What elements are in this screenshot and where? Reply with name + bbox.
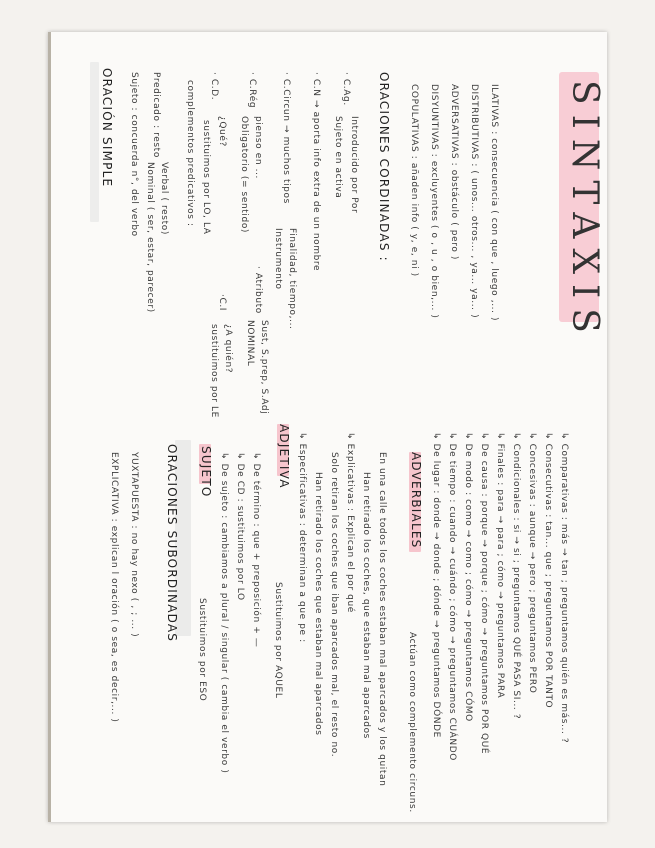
ccircun-label: · C.Circun → muchos tipos <box>281 72 291 204</box>
adjetiva-example: Han retirado los coches, que estaban mal aparcados <box>361 472 371 739</box>
sujeto-item: ↳ De CD : sustituimos por LO <box>235 452 245 601</box>
adverbiales-actuan: Actúan como complemento circuns. <box>407 632 417 813</box>
adjetiva-header: ADJETIVA <box>277 424 291 489</box>
atributo-nominal: NOMINAL <box>245 320 255 367</box>
adjetiva-item: ↳ Explicativas : Explican el por qué <box>345 432 355 613</box>
adjetiva-item: ↳ Especificativas : determinan a que pe : <box>297 432 307 643</box>
complementos-line: complementos predicativos : <box>185 80 195 227</box>
adjetiva-example: En una calle todos los coches estaban mal aparcados y los quitan <box>377 452 387 787</box>
sujeto-item: ↳ De sujeto : cambiamos a plural / singular ( cambia el verbo ) <box>219 452 229 774</box>
atributo-sust: Sust, S.prep, S.Adj <box>259 320 269 415</box>
adverbial-item: ↳ De tiempo : cuando → cuándo ; cómo → preguntamos CUÁNDO <box>447 432 457 761</box>
ci-question: ¿A quién? <box>223 324 233 374</box>
coordinada-item: DISTRIBUTIVAS : ( unos... otros... , ya... ya... ) <box>469 84 479 319</box>
adverbial-item: ↳ Consecutivas : tan... que ; preguntamos POR TANTO <box>543 432 553 709</box>
sujeto-line: Sujeto : concuerda n°, del verbo <box>129 72 139 237</box>
creg-label: · C.Rég <box>247 72 257 109</box>
sujeto-sustituimos: Sustituimos por ESO <box>197 598 207 702</box>
cag-introducido: Introducido por Por <box>349 116 359 214</box>
sujeto-header: SUJETO <box>199 446 213 498</box>
atributo-label: · Atributo <box>253 266 263 314</box>
cn-line: · C.N → aporta info extra de un nombre <box>311 72 321 272</box>
coordinada-item: COPULATIVAS : añaden info ( y, e, ni ) <box>409 84 419 277</box>
predicado-nominal: Nominal ( ser, estar, parecer) <box>145 162 155 313</box>
adverbial-item: ↳ Concesivas : aunque → pero ; preguntamos PERO <box>527 432 537 694</box>
coordinada-item: DISYUNTIVAS : excluyentes ( o , u , o bien,... ) <box>429 84 439 319</box>
header-underline <box>90 62 99 222</box>
predicado-verbal: Verbal ( resto) <box>159 162 169 235</box>
explicativa-line: EXPLICATIVA : explican l oración ( o sea, es decir,... ) <box>109 452 119 723</box>
adverbial-item: ↳ Condicionales : si → si ; preguntamos QUÉ PASA SI... ? <box>511 432 521 720</box>
yuxtapuesta-line: YUXTAPUESTA : no hay nexo ( , ; ... ) <box>129 452 139 638</box>
adverbiales-header: ADVERBIALES <box>409 452 423 549</box>
adverbial-item: ↳ De lugar : donde → donde ; dónde → preguntamos DÓNDE <box>431 432 441 738</box>
sujeto-item: ↳ De término : que + preposición + — <box>251 452 261 648</box>
page-title: SINTAXIS <box>564 80 605 343</box>
ci-label: ·C.I <box>217 294 227 312</box>
ccircun-finalidad: Finalidad, tiempo,... <box>287 228 297 330</box>
rotated-notes <box>51 32 607 822</box>
adverbial-item: ↳ Finales : para → para ; cómo → preguntamos PARA <box>495 432 505 699</box>
sustituimos-lo: sustituimos por LO, LA <box>201 120 211 235</box>
coordinada-item: ADVERSATIVAS : obstáculo ( pero ) <box>449 84 459 260</box>
cd-question: ¿Qué? <box>217 116 227 147</box>
notebook-page <box>48 32 607 822</box>
coordinada-item: ILATIVAS : consecuencia ( con que , luego ,... ) <box>489 84 499 322</box>
cag-label: · C.Ag. <box>341 72 351 106</box>
coordinadas-header: ORACIONES CORDINADAS : <box>377 72 391 262</box>
creg-example: pienso en ... <box>253 116 263 179</box>
adjetiva-example: Han retirado los coches que estaban mal aparcados <box>313 472 323 736</box>
adverbial-item: ↳ De causa : porque → porque ; cómo → preguntamos POR QUÉ <box>479 432 489 755</box>
adverbial-item: ↳ Comparativas : más → tan ; preguntamos quién es más... ? <box>559 432 569 744</box>
cd-label: · C.D. <box>209 72 219 101</box>
ci-sustituimos: sustituimos por LE <box>209 324 219 418</box>
predicado-label: Predicado : resto <box>151 72 161 158</box>
adverbial-item: ↳ De modo : como → como ; cómo → preguntamos CÓMO <box>463 432 473 722</box>
adjetiva-example: Solo retiran los coches que iban aparcados mal, el resto no. <box>329 452 339 758</box>
creg-obligatorio: Obligatorio (= sentido) <box>239 116 249 234</box>
cag-sujeto: Sujeto en activa <box>333 116 343 199</box>
ccircun-instrumento: Instrumento <box>273 228 283 290</box>
adjetiva-sustituimos: Sustituimos por AQUEL <box>273 582 283 699</box>
subordinadas-header: ORACIONES SUBORDINADAS <box>165 444 179 643</box>
oracion-simple-header: ORACIÓN SIMPLE <box>100 68 114 188</box>
